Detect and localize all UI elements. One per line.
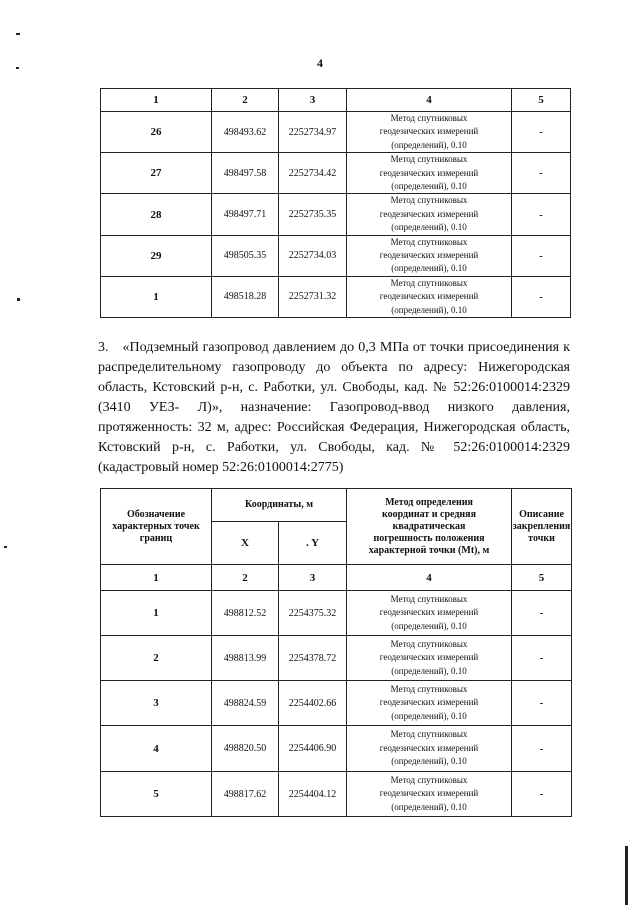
header-coordinates: Координаты, м bbox=[212, 489, 347, 522]
table-row bbox=[101, 112, 571, 153]
coord-y: 2252734.42 bbox=[279, 153, 347, 194]
table-row bbox=[101, 591, 572, 636]
page-number: 4 bbox=[317, 56, 323, 70]
header-method: Метод определения координат и средняя квадратическая погрешность положения характерной точки (Mt), м bbox=[347, 489, 512, 565]
coord-y: 2252731.32 bbox=[279, 276, 347, 317]
table2-index-2: 2 bbox=[212, 565, 279, 591]
coord-x: 498518.28 bbox=[212, 276, 279, 317]
point-description: - bbox=[512, 153, 571, 194]
paragraph-text: 3. «Подземный газопровод давлением до 0,3 МПа от точки присоединения к распределительному газопроводу до объекта по адресу: Нижегородская область, Кстовский р-н, с. Работки, ул. Свободы, кад. № 52:26:0100014:2329 (3410 УЕЗ- Л)», назначение: Газопровод-ввод низкого давления, протяженность: 32 м, адрес: Российская Федерация, Нижегородская область, Кстовский р-н, с. Работки, ул. Свободы, кад. № 52:26:0100014:2329 (кадастровый номер 52:26:0100014:2775) bbox=[98, 340, 570, 475]
table-row bbox=[101, 636, 572, 681]
table1-index-4: 4 bbox=[347, 89, 512, 112]
point-description: - bbox=[512, 112, 571, 153]
coord-y: 2252734.03 bbox=[279, 235, 347, 276]
point-number: 4 bbox=[101, 726, 212, 772]
table2-header-row-1 bbox=[101, 489, 572, 522]
table-row bbox=[101, 276, 571, 317]
scan-mark bbox=[17, 298, 20, 301]
coord-y: 2254378.72 bbox=[279, 636, 347, 681]
scan-mark bbox=[16, 33, 20, 35]
point-description: - bbox=[512, 772, 572, 817]
table1-index-row bbox=[101, 89, 571, 112]
coord-x: 498813.99 bbox=[212, 636, 279, 681]
table2-index-5: 5 bbox=[512, 565, 572, 591]
point-number: 27 bbox=[101, 153, 212, 194]
method-cell: Метод спутниковых геодезических измерений (определений), 0.10 bbox=[347, 276, 512, 317]
point-description: - bbox=[512, 276, 571, 317]
table2-index-row bbox=[101, 565, 572, 591]
table1-index-3: 3 bbox=[279, 89, 347, 112]
coord-y: 2252735.35 bbox=[279, 194, 347, 235]
point-number: 2 bbox=[101, 636, 212, 681]
point-description: - bbox=[512, 194, 571, 235]
coord-x: 498497.58 bbox=[212, 153, 279, 194]
table-row bbox=[101, 153, 571, 194]
method-cell: Метод спутниковых геодезических измерений (определений), 0.10 bbox=[347, 194, 512, 235]
point-description: - bbox=[512, 636, 572, 681]
scan-mark bbox=[4, 546, 7, 548]
table2-index-1: 1 bbox=[101, 565, 212, 591]
header-point-designation: Обозначение характерных точек границ bbox=[101, 489, 212, 565]
header-x: X bbox=[212, 522, 279, 565]
scan-mark bbox=[16, 67, 19, 69]
method-cell: Метод спутниковых геодезических измерений (определений), 0.10 bbox=[347, 112, 512, 153]
table-row bbox=[101, 235, 571, 276]
coord-x: 498812.52 bbox=[212, 591, 279, 636]
method-cell: Метод спутниковых геодезических измерений (определений), 0.10 bbox=[347, 235, 512, 276]
method-cell: Метод спутниковых геодезических измерений (определений), 0.10 bbox=[347, 681, 512, 726]
method-cell: Метод спутниковых геодезических измерений (определений), 0.10 bbox=[347, 726, 512, 772]
coordinates-table-2 bbox=[100, 488, 572, 817]
table1-index-1: 1 bbox=[101, 89, 212, 112]
coord-x: 498497.71 bbox=[212, 194, 279, 235]
scan-mark bbox=[625, 846, 628, 905]
point-description: - bbox=[512, 235, 571, 276]
method-cell: Метод спутниковых геодезических измерений (определений), 0.10 bbox=[347, 591, 512, 636]
coord-x: 498820.50 bbox=[212, 726, 279, 772]
point-description: - bbox=[512, 726, 572, 772]
point-number: 28 bbox=[101, 194, 212, 235]
point-number: 3 bbox=[101, 681, 212, 726]
table-row bbox=[101, 681, 572, 726]
table-row bbox=[101, 726, 572, 772]
coord-x: 498824.59 bbox=[212, 681, 279, 726]
table1-index-5: 5 bbox=[512, 89, 571, 112]
point-description: - bbox=[512, 591, 572, 636]
coord-y: 2252734.97 bbox=[279, 112, 347, 153]
table1-index-2: 2 bbox=[212, 89, 279, 112]
coord-y: 2254404.12 bbox=[279, 772, 347, 817]
coord-x: 498493.62 bbox=[212, 112, 279, 153]
coord-x: 498817.62 bbox=[212, 772, 279, 817]
method-cell: Метод спутниковых геодезических измерений (определений), 0.10 bbox=[347, 153, 512, 194]
coordinates-table-1 bbox=[100, 88, 571, 318]
method-cell: Метод спутниковых геодезических измерений (определений), 0.10 bbox=[347, 636, 512, 681]
table-row bbox=[101, 194, 571, 235]
point-number: 26 bbox=[101, 112, 212, 153]
coord-y: 2254406.90 bbox=[279, 726, 347, 772]
coord-y: 2254402.66 bbox=[279, 681, 347, 726]
table2-index-4: 4 bbox=[347, 565, 512, 591]
point-number: 1 bbox=[101, 591, 212, 636]
point-number: 1 bbox=[101, 276, 212, 317]
point-description: - bbox=[512, 681, 572, 726]
table2-index-3: 3 bbox=[279, 565, 347, 591]
table-row bbox=[101, 772, 572, 817]
point-number: 5 bbox=[101, 772, 212, 817]
method-cell: Метод спутниковых геодезических измерений (определений), 0.10 bbox=[347, 772, 512, 817]
coord-x: 498505.35 bbox=[212, 235, 279, 276]
gas-pipeline-description bbox=[98, 338, 570, 478]
coord-y: 2254375.32 bbox=[279, 591, 347, 636]
point-number: 29 bbox=[101, 235, 212, 276]
header-point-description: Описание закрепления точки bbox=[512, 489, 572, 565]
header-y: . Y bbox=[279, 522, 347, 565]
